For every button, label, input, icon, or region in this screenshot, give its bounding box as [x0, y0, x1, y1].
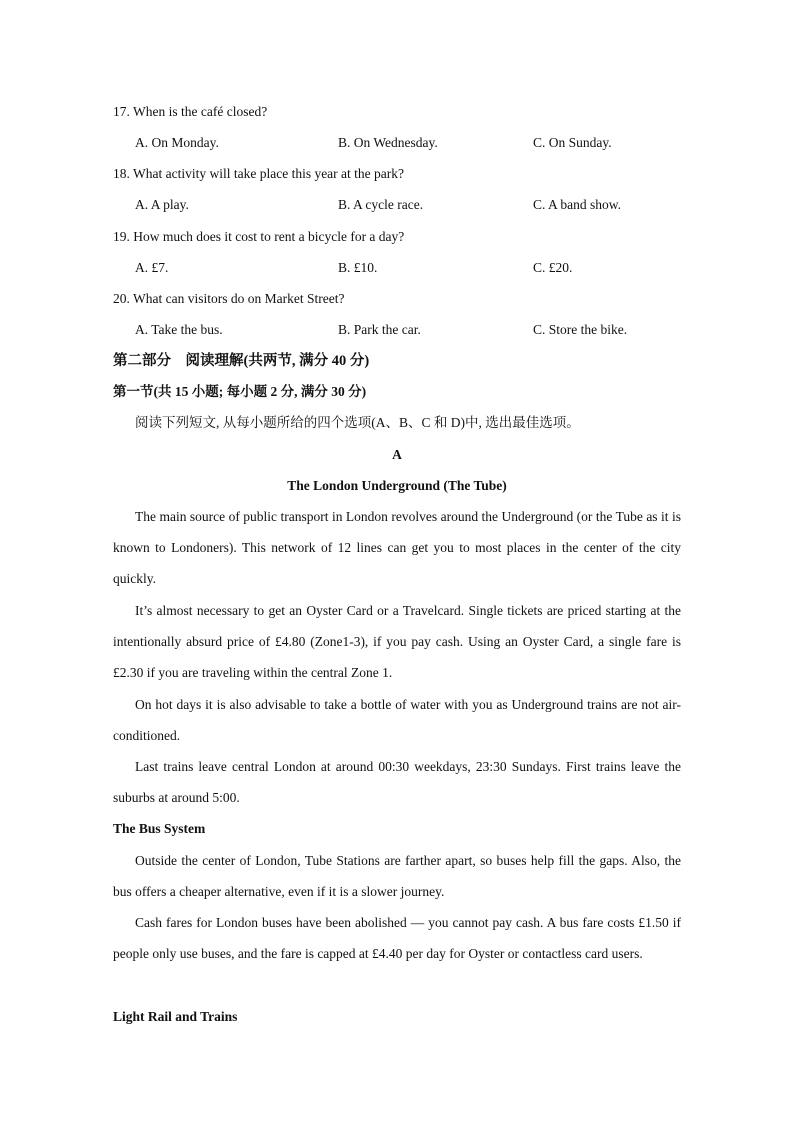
question-17-option-b: B. On Wednesday. [338, 135, 438, 150]
question-20-option-a: A. Take the bus. [135, 322, 223, 337]
question-17-option-a: A. On Monday. [135, 135, 219, 150]
passage-paragraph-1: The main source of public transport in London revolves around the Underground (or the Tube as it is known to Londoners). This network of 12 lines can get you to most places in the center of the city quickly. [113, 509, 681, 587]
question-20-option-b: B. Park the car. [338, 322, 421, 337]
question-20-stem: 20. What can visitors do on Market Street? [113, 291, 345, 306]
question-18-option-b: B. A cycle race. [338, 197, 424, 212]
question-18-option-a: A. A play. [135, 197, 189, 212]
passage-paragraph-3: On hot days it is also advisable to take a bottle of water with you as Underground trains are not air-conditioned. [113, 697, 681, 744]
question-19-stem: 19. How much does it cost to rent a bicycle for a day? [113, 229, 405, 244]
question-18-stem: 18. What activity will take place this year at the park? [113, 166, 405, 181]
passage-letter: A [392, 447, 402, 462]
question-19-option-b: B. £10. [338, 260, 378, 275]
question-17-stem: 17. When is the café closed? [113, 104, 268, 119]
part2-title: 第二部分 阅读理解(共两节, 满分 40 分) [113, 353, 370, 369]
question-19-option-c: C. £20. [533, 260, 573, 275]
question-17-option-c: C. On Sunday. [533, 135, 612, 150]
bus-system-heading: The Bus System [113, 821, 206, 836]
passage-paragraph-4: Last trains leave central London at around 00:30 weekdays, 23:30 Sundays. First trains leave the suburbs at around 5:00. [113, 759, 681, 806]
light-rail-heading: Light Rail and Trains [113, 1009, 238, 1024]
bus-paragraph-2: Cash fares for London buses have been abolished — you cannot pay cash. A bus fare costs £1.50 if people only use buses, and the fare is capped at £4.40 per day for Oyster or contactless card users. [113, 915, 681, 962]
reading-instruction: 阅读下列短文, 从每小题所给的四个选项(A、B、C 和 D)中, 选出最佳选项。 [135, 415, 580, 430]
question-18-option-c: C. A band show. [533, 197, 622, 212]
passage-paragraph-2: It’s almost necessary to get an Oyster Card or a Travelcard. Single tickets are priced starting at the intentionally absurd price of £4.80 (Zone1-3), if you pay cash. Using an Oyster Card, a single fare is £2.30 if you are traveling within the central Zone 1. [113, 603, 681, 681]
question-20-option-c: C. Store the bike. [533, 322, 628, 337]
section1-title: 第一节(共 15 小题; 每小题 2 分, 满分 30 分) [113, 384, 367, 399]
bus-paragraph-1: Outside the center of London, Tube Stations are farther apart, so buses help fill the gaps. Also, the bus offers a cheaper alternative, even if it is a slower journey. [113, 853, 681, 900]
passage-title: The London Underground (The Tube) [287, 478, 507, 493]
question-19-option-a: A. £7. [135, 260, 169, 275]
